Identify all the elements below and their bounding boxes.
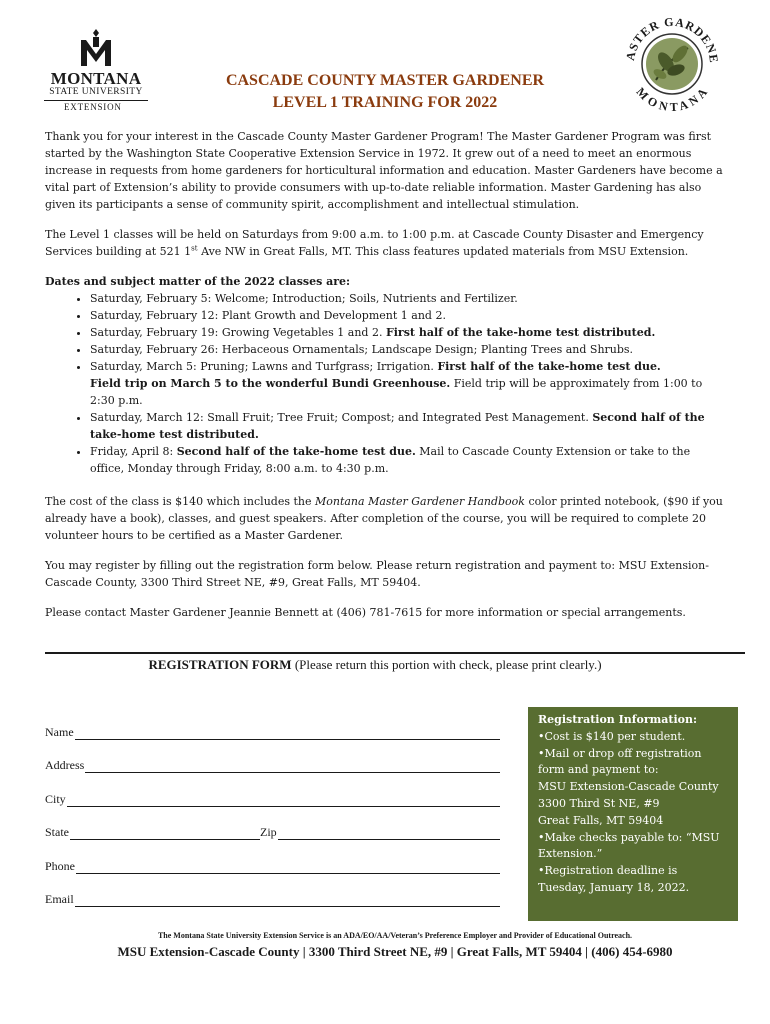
class-text: Friday, April 8: — [90, 445, 177, 458]
phone-row — [45, 840, 500, 874]
registration-divider — [45, 652, 745, 654]
class-text: Saturday, February 19: Growing Vegetables 1 and 2. — [90, 326, 386, 339]
address-label: Address — [45, 758, 85, 772]
info-line: •Registration deadline is Tuesday, January 18, 2022. — [538, 864, 690, 894]
zip-label: Zip — [260, 825, 277, 839]
location-paragraph — [45, 226, 725, 260]
info-line: •Mail or drop off registration form and payment to: — [538, 746, 702, 777]
class-text: Saturday, February 12: Plant Growth and Development 1 and 2. — [90, 309, 446, 322]
title-line-1: CASCADE COUNTY MASTER GARDENER — [225, 72, 545, 89]
class-note: First half of the take-home test distributed. — [385, 326, 656, 339]
list-item — [90, 307, 725, 324]
eeo-statement: The Montana State University Extension Service is an ADA/EO/AA/Veteran’s Preference Employer and Provider of Educational Outreach. — [157, 931, 633, 940]
state-zip-row — [45, 807, 500, 841]
class-text: Saturday, March 12: Small Fruit; Tree Fruit; Compost; and Integrated Pest Management. — [90, 411, 593, 424]
field-trip-note: Field trip on March 5 to the wonderful Bundi Greenhouse. — [90, 377, 451, 390]
state-label: State — [45, 825, 69, 839]
msu-extension-logo — [44, 28, 148, 114]
class-note: Second half of the take-home test due. — [176, 445, 416, 458]
leaf-seal-icon — [620, 10, 724, 114]
schedule-heading: Dates and subject matter of the 2022 classes are: — [45, 275, 351, 288]
info-line: •Make checks payable to: “MSU Extension.” — [538, 830, 720, 861]
city-row — [45, 773, 500, 807]
info-heading: Registration Information: — [538, 713, 698, 726]
location-superscript: st — [191, 244, 198, 253]
registration-heading — [45, 656, 705, 674]
msu-logo-university: STATE UNIVERSITY — [44, 87, 148, 101]
city-field[interactable] — [67, 792, 500, 807]
cost-text-a: The cost of the class is $140 which includes the — [45, 495, 315, 508]
master-gardener-seal — [620, 10, 724, 114]
contact-paragraph: Please contact Master Gardener Jeannie Bennett at (406) 781-7615 for more information or special arrangements. — [45, 606, 686, 619]
msu-logo-extension: EXTENSION — [64, 102, 122, 112]
registration-instructions: (Please return this portion with check, please print clearly.) — [291, 657, 602, 672]
seal-top-text: ASTER GARDENE — [623, 14, 722, 65]
class-text: Saturday, February 26: Herbaceous Ornamentals; Landscape Design; Planting Trees and Shrubs. — [90, 343, 634, 356]
class-text: Saturday, February 5: Welcome; Introduction; Soils, Nutrients and Fertilizer. — [90, 292, 518, 305]
info-line: MSU Extension-Cascade County — [538, 780, 719, 794]
state-field[interactable] — [70, 825, 260, 840]
phone-field[interactable] — [76, 859, 500, 874]
seal-bottom-text: MONTANA — [633, 84, 711, 114]
email-label: Email — [45, 892, 74, 906]
list-item — [90, 358, 725, 409]
list-item — [90, 341, 725, 358]
info-line: 3300 Third St NE, #9 — [538, 796, 660, 810]
schedule-list — [45, 290, 725, 477]
msu-logo-name: MONTANA — [50, 69, 142, 88]
class-note: Second half of the take-home test distributed. — [90, 411, 705, 441]
registration-form — [45, 706, 500, 907]
field-trip-time: Field trip will be approximately from 1:00 to 2:30 p.m. — [90, 377, 703, 407]
name-row — [45, 706, 500, 740]
footer-address: MSU Extension-Cascade County | 3300 Third Street NE, #9 | Great Falls, MT 59404 | (406) 454-6980 — [117, 944, 673, 959]
email-row — [45, 874, 500, 908]
registration-info-box — [528, 707, 738, 921]
address-field[interactable] — [85, 758, 500, 773]
list-item — [90, 443, 725, 477]
list-item — [90, 324, 725, 341]
location-text-a: The Level 1 classes will be held on Saturdays from 9:00 a.m. to 1:00 p.m. at Cascade County Disaster and Emergency Services building at 521 1 — [45, 228, 704, 258]
letter-body — [45, 128, 725, 634]
montana-m-icon — [78, 28, 114, 68]
phone-label: Phone — [45, 858, 75, 873]
intro-paragraph: Thank you for your interest in the Cascade County Master Gardener Program! The Master Gardener Program was first started by the Washington State Cooperative Extension Service in 1972. It grew out of a need to meet an enormous increase in requests from home gardeners for horticultural information and education. Master Gardeners have become a vital part of Extension’s ability to provide consumers with up-to-date reliable information. Master Gardening has also given its participants a sense of community spirit, accomplishment and intellectual stimulation. — [45, 130, 723, 211]
email-field[interactable] — [75, 892, 500, 907]
class-note: First half of the take-home test due. — [437, 360, 661, 373]
class-text: Saturday, March 5: Pruning; Lawns and Turfgrass; Irrigation. — [90, 360, 438, 373]
cost-text-b: color printed notebook, ($90 if you already have a book), classes, and guest speakers. After completion of the course, you will be required to complete 20 volunteer hours to be certified as a Master Gardener. — [45, 495, 723, 542]
city-label: City — [45, 791, 66, 806]
cost-paragraph — [45, 493, 725, 544]
address-row — [45, 740, 500, 774]
list-item — [90, 290, 725, 307]
handbook-title: Montana Master Gardener Handbook — [314, 495, 525, 508]
page-title — [150, 70, 620, 114]
registration-title: REGISTRATION FORM — [148, 657, 292, 672]
info-line: •Cost is $140 per student. — [538, 729, 686, 743]
name-field[interactable] — [75, 725, 500, 740]
title-line-2: LEVEL 1 TRAINING FOR 2022 — [272, 94, 498, 111]
location-text-b: Ave NW in Great Falls, MT. This class features updated materials from MSU Extension. — [197, 245, 689, 258]
zip-field[interactable] — [278, 825, 500, 840]
list-item — [90, 409, 725, 443]
name-label: Name — [45, 724, 74, 739]
class-after: Mail to Cascade County Extension or take to the office, Monday through Friday, 8:00 a.m. to 4:30 p.m. — [90, 445, 691, 475]
register-paragraph: You may register by filling out the registration form below. Please return registration and payment to: MSU Extension-Cascade County, 3300 Third Street NE, #9, Great Falls, MT 59404. — [45, 559, 709, 589]
info-line: Great Falls, MT 59404 — [538, 813, 664, 827]
